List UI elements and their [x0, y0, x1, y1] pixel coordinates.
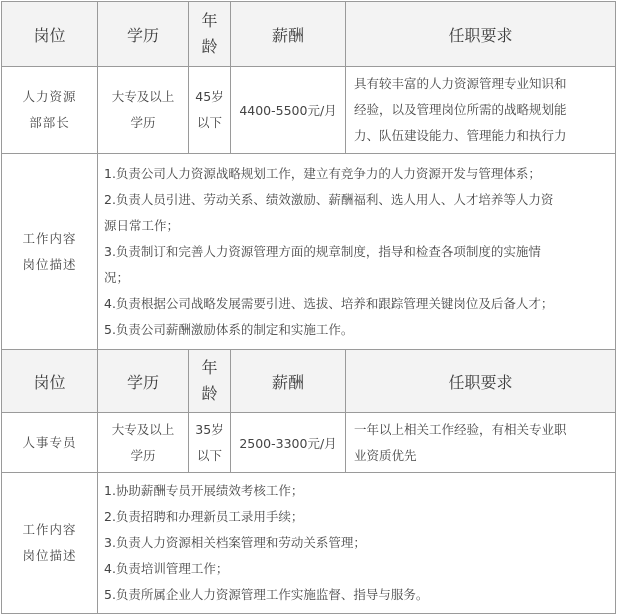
job-table [1, 1, 616, 614]
job-2-requirements [346, 413, 616, 473]
job-1-description-label [2, 154, 98, 350]
header-age [189, 2, 231, 67]
job-2-title-line1: 人事专员 [22, 434, 77, 450]
job-1-duty: 4.负责根据公司战略发展需要引进、选拔、培养和跟踪管理关键岗位及后备人才； [104, 295, 554, 311]
job-1-duty: 1.负责公司人力资源战略规划工作，建立有竞争力的人力资源开发与管理体系； [104, 165, 541, 181]
job-2-duty: 5.负责所属企业人力资源管理工作实施监督、指导与服务。 [104, 587, 429, 602]
job-2-title [2, 413, 98, 473]
job-1-description-label-line1: 工作内容 [22, 230, 77, 246]
job-1-education-line2: 学历 [130, 115, 156, 130]
header-education: 学历 [98, 350, 189, 413]
table-header-row [2, 350, 616, 413]
job-1-description-row [2, 154, 616, 350]
header-requirements: 任职要求 [346, 2, 616, 67]
job-2-education-line2: 学历 [130, 447, 156, 463]
job-1-requirements-line: 力、队伍建设能力、管理能力和执行力 [354, 128, 567, 143]
job-2-education [98, 413, 189, 473]
job-1-salary: 4400-5500元/月 [231, 67, 346, 154]
job-1-education-line1: 大专及以上 [111, 89, 175, 104]
job-1-duty: 5.负责公司薪酬激励体系的制定和实施工作。 [104, 321, 354, 337]
job-2-description-label-line1: 工作内容 [22, 522, 77, 537]
table-header-row [2, 2, 616, 67]
job-1-title-line1: 人力资源 [22, 89, 77, 104]
job-2-duty: 4.负责培训管理工作； [104, 561, 229, 576]
job-2-salary: 2500-3300元/月 [231, 413, 346, 473]
job-1-description-label-line2: 岗位描述 [22, 256, 77, 272]
job-1-duties [98, 154, 616, 350]
job-1-requirements [346, 67, 616, 154]
header-requirements: 任职要求 [346, 350, 616, 413]
job-2-duty: 3.负责人力资源相关档案管理和劳动关系管理； [104, 535, 366, 550]
job-1-duty: 况； [104, 269, 130, 285]
job-2-age-line1: 35岁 [195, 421, 224, 437]
job-1-duty: 源日常工作； [104, 217, 180, 233]
header-position: 岗位 [2, 2, 98, 67]
header-age-line1: 年 [201, 358, 218, 377]
header-position: 岗位 [2, 350, 98, 413]
job-2-description-row [2, 473, 616, 614]
job-2-age-line2: 以下 [196, 447, 222, 463]
header-education: 学历 [98, 2, 189, 67]
job-2-education-line1: 大专及以上 [111, 421, 175, 437]
job-1-title-line2: 部部长 [29, 115, 70, 130]
job-2-description-label [2, 473, 98, 614]
job-2-requirements-line: 业资质优先 [354, 447, 417, 463]
header-age [189, 350, 231, 413]
job-1-duty: 3.负责制订和完善人力资源管理方面的规章制度，指导和检查各项制度的实施情 [104, 243, 541, 259]
job-1-age-line2: 以下 [196, 115, 222, 130]
header-age-line2: 龄 [201, 37, 218, 56]
job-row-1 [2, 67, 616, 154]
job-1-title [2, 67, 98, 154]
job-row-2 [2, 413, 616, 473]
header-age-line1: 年 [201, 11, 218, 30]
job-2-requirements-line: 一年以上相关工作经验，有相关专业职 [354, 421, 567, 437]
job-1-requirements-line: 经验，以及管理岗位所需的战略规划能 [354, 102, 567, 117]
header-age-line2: 龄 [201, 384, 218, 403]
header-salary: 薪酬 [231, 350, 346, 413]
job-1-education [98, 67, 189, 154]
header-salary: 薪酬 [231, 2, 346, 67]
job-1-duty: 2.负责人员引进、劳动关系、绩效激励、薪酬福利、选人用人、人才培养等人力资 [104, 191, 554, 207]
job-2-duty: 2.负责招聘和办理新员工录用手续； [104, 509, 304, 524]
job-2-description-label-line2: 岗位描述 [22, 548, 77, 563]
job-2-age [189, 413, 231, 473]
job-1-age [189, 67, 231, 154]
job-1-requirements-line: 具有较丰富的人力资源管理专业知识和 [354, 76, 567, 91]
job-2-duty: 1.协助薪酬专员开展绩效考核工作； [104, 483, 304, 498]
job-1-age-line1: 45岁 [195, 89, 224, 104]
job-2-duties [98, 473, 616, 614]
